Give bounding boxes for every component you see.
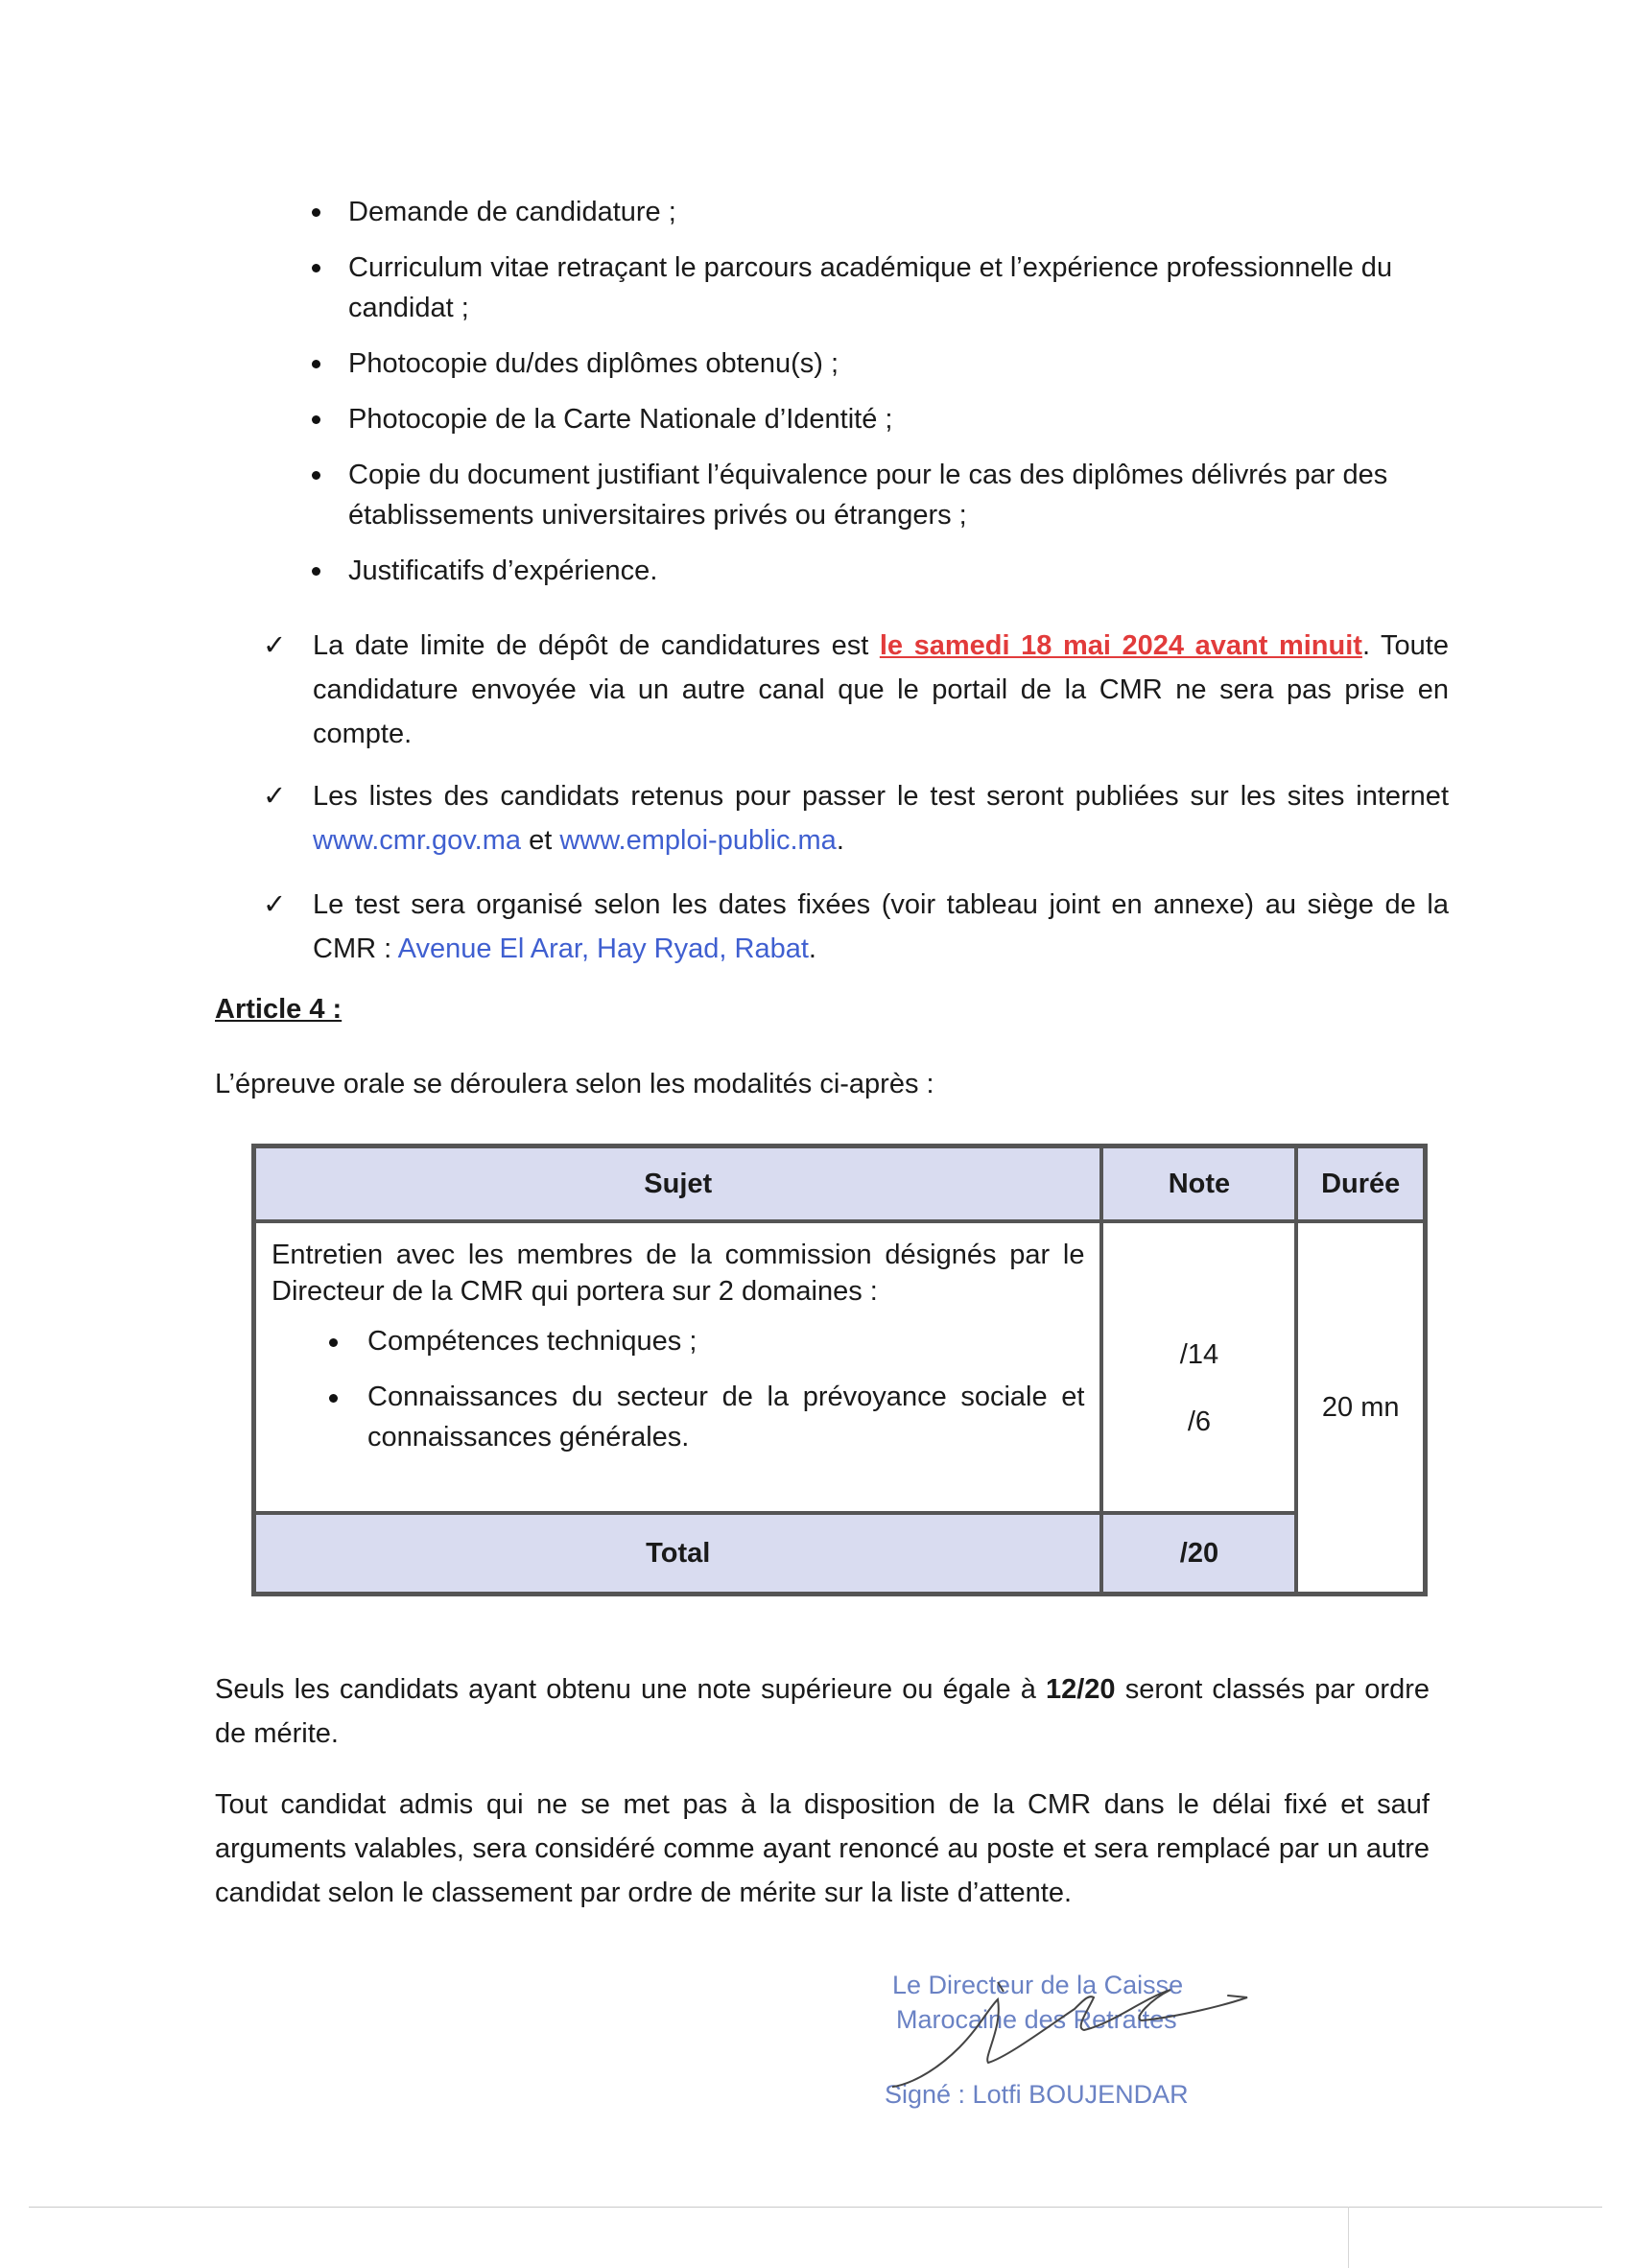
ranking-paragraph: [215, 1667, 1430, 1756]
header-sujet: Sujet: [254, 1146, 1101, 1221]
emploi-public-link[interactable]: www.emploi-public.ma: [559, 825, 837, 856]
stamp-line-3: Signé : Lotfi BOUJENDAR: [885, 2080, 1189, 2109]
publication-text-middle: et: [521, 825, 560, 856]
required-documents-list: [307, 192, 1439, 606]
list-item: Curriculum vitae retraçant le parcours académique et l’expérience professionnelle du candidat ;: [307, 248, 1439, 328]
publication-text-before: Les listes des candidats retenus pour passer le test seront publiées sur les sites internet: [313, 781, 1449, 812]
handwritten-signature-icon: [892, 1971, 1295, 2134]
address-link[interactable]: Avenue El Arar, Hay Ryad, Rabat: [397, 933, 809, 964]
article-title: Article 4 :: [215, 994, 343, 1025]
sujet-cell: [254, 1221, 1101, 1513]
ranking-text-after: seront classés par ordre de mérite.: [215, 1674, 1430, 1749]
signature-block: [885, 1971, 1295, 2134]
domains-list: [272, 1321, 1084, 1457]
note-value: /14: [1179, 1339, 1219, 1370]
ranking-score: 12/20: [1045, 1674, 1116, 1705]
oral-exam-table: [251, 1144, 1428, 1596]
header-duree: Durée: [1296, 1146, 1425, 1221]
footer-tick: [1348, 2207, 1349, 2268]
test-location-paragraph: [263, 883, 1449, 971]
cmr-website-link[interactable]: www.cmr.gov.ma: [313, 825, 522, 856]
domain-item: Connaissances du secteur de la prévoyance sociale et connaissances générales.: [272, 1377, 1084, 1457]
list-item: Photocopie du/des diplômes obtenu(s) ;: [307, 343, 1439, 384]
replacement-paragraph: Tout candidat admis qui ne se met pas à la disposition de la CMR dans le délai fixé et sauf arguments valables, sera considéré comme ayant renoncé au poste et sera remplacé par un autre candidat selon le classement par ordre de mérite sur la liste d’attente.: [215, 1789, 1430, 1908]
location-text-before: Le test sera organisé selon les dates fixées (voir tableau joint en annexe) au siège de la CMR :: [313, 889, 1449, 964]
deadline-text-after: . Toute candidature envoyée via un autre canal que le portail de la CMR ne sera pas prise en compte.: [313, 630, 1449, 749]
domain-item: Compétences techniques ;: [272, 1321, 1084, 1361]
duree-cell: 20 mn: [1296, 1221, 1425, 1594]
location-text-after: .: [808, 933, 816, 964]
oral-intro: L’épreuve orale se déroulera selon les modalités ci-après :: [215, 1069, 934, 1099]
publication-text-after: .: [836, 825, 844, 856]
list-item: Demande de candidature ;: [307, 192, 1439, 232]
deadline-paragraph: [263, 624, 1449, 756]
checkmark-icon: ✓: [263, 889, 287, 920]
checkmark-icon: ✓: [263, 630, 287, 661]
list-item: Justificatifs d’expérience.: [307, 551, 1439, 591]
list-item: Copie du document justifiant l’équivalence pour le cas des diplômes délivrés par des établissements universitaires privés ou étrangers ;: [307, 455, 1439, 535]
publication-paragraph: [263, 774, 1449, 862]
sujet-intro: Entretien avec les membres de la commission désignés par le Directeur de la CMR qui portera sur 2 domaines :: [272, 1240, 1085, 1307]
list-item: Photocopie de la Carte Nationale d’Identité ;: [307, 399, 1439, 439]
checkmark-icon: ✓: [263, 781, 287, 812]
header-note: Note: [1101, 1146, 1296, 1221]
ranking-text-before: Seuls les candidats ayant obtenu une note supérieure ou égale à: [215, 1674, 1046, 1705]
total-note: /20: [1101, 1513, 1296, 1594]
note-cell: [1101, 1221, 1296, 1513]
total-label: Total: [254, 1513, 1101, 1594]
stamp-line-2: Marocaine des Retraites: [896, 2005, 1177, 2034]
deadline-text-before: La date limite de dépôt de candidatures est: [313, 630, 880, 661]
note-value: /6: [1187, 1406, 1212, 1437]
stamp-line-1: Le Directeur de la Caisse: [892, 1971, 1184, 1999]
deadline-date: le samedi 18 mai 2024 avant minuit: [879, 630, 1362, 661]
footer-divider: [29, 2207, 1602, 2208]
